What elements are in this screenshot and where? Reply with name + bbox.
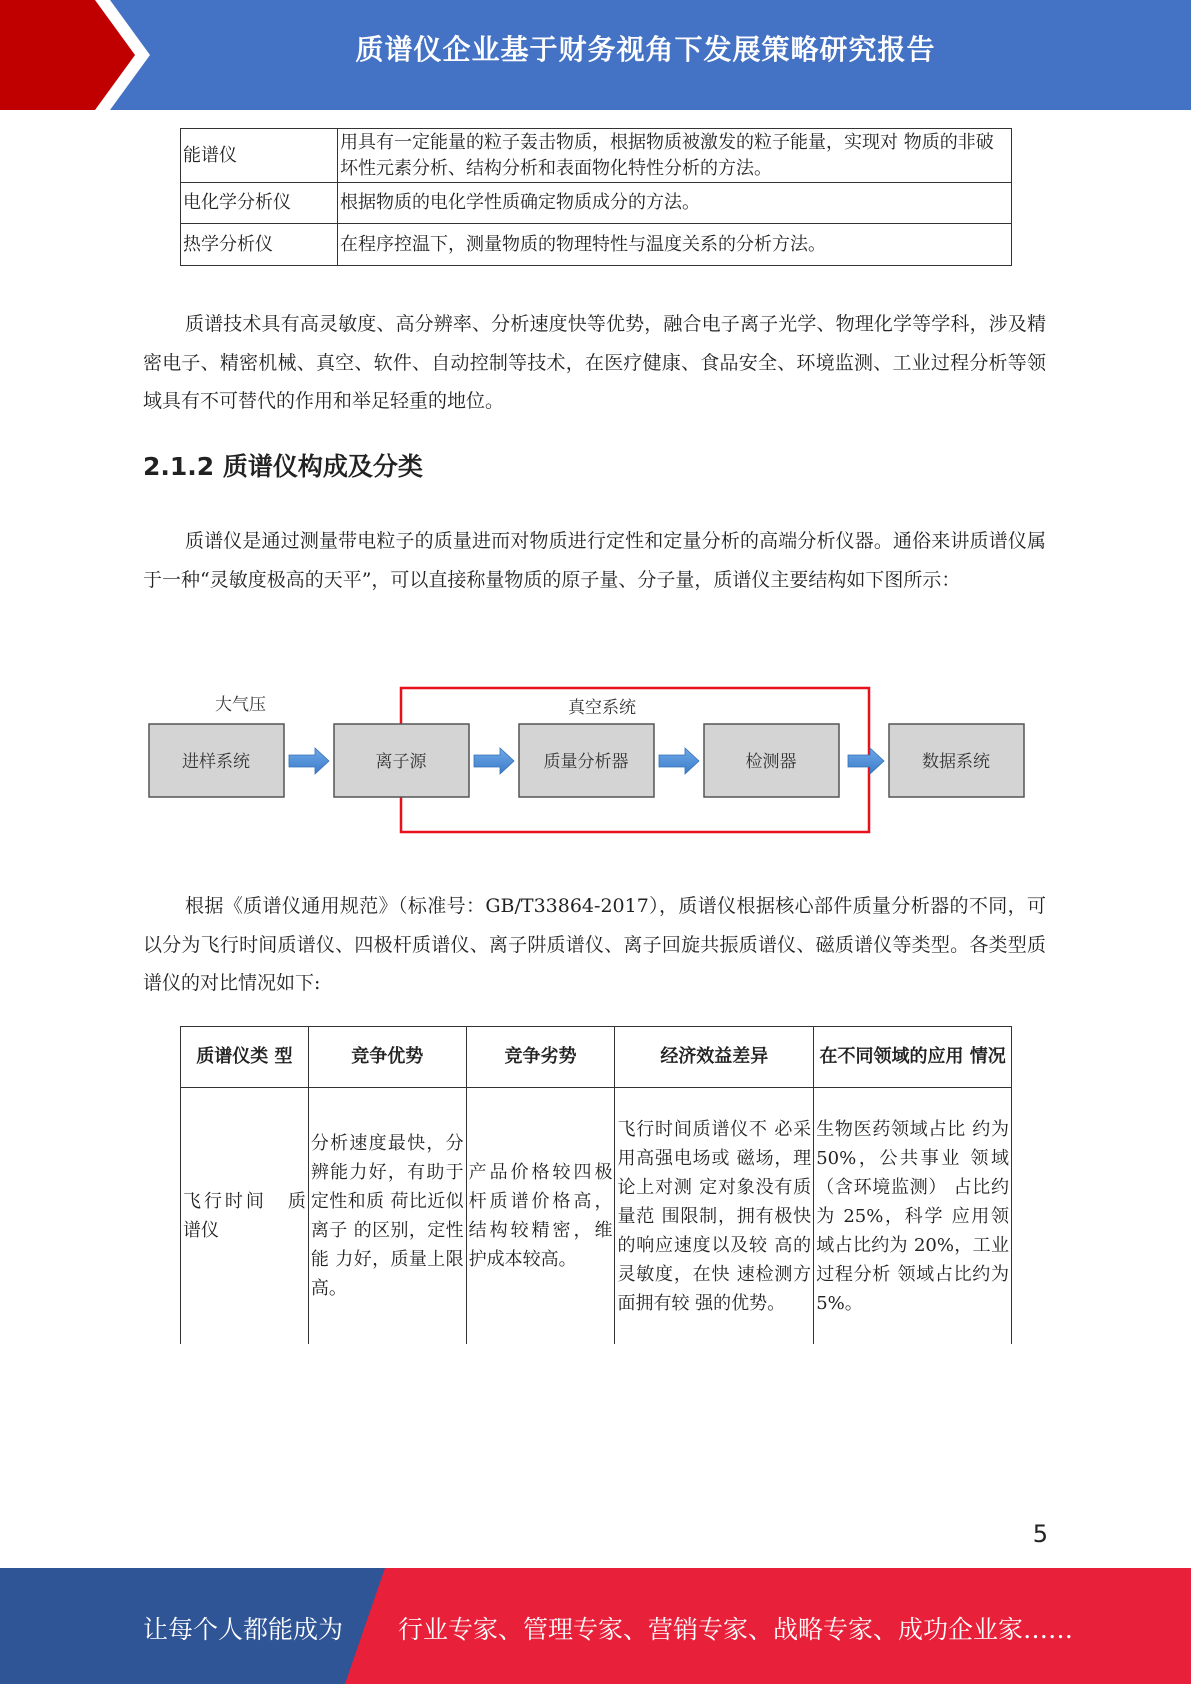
analyzer-description: 用具有一定能量的粒子轰击物质，根据物质被激发的粒子能量，实现对 物质的非破坏性元素分析、结构分析和表面物化特性分析的方法。 [338, 129, 1012, 183]
table-row [181, 1088, 1012, 1345]
diagram-box [704, 724, 839, 797]
column-header: 竞争劣势 [466, 1027, 615, 1088]
diagram-box [149, 724, 284, 797]
section-heading: 2.1.2 质谱仪构成及分类 [143, 452, 423, 481]
analyzer-description: 在程序控温下，测量物质的物理特性与温度关系的分析方法。 [338, 224, 1012, 266]
table-cell: 飞行时间 质谱仪 [181, 1088, 309, 1345]
box-label: 离子源 [375, 752, 427, 772]
analyzer-name: 电化学分析仪 [181, 183, 338, 224]
vacuum-system-label: 真空系统 [568, 698, 636, 718]
page-number: 5 [1032, 1520, 1048, 1548]
analyzer-name: 热学分析仪 [181, 224, 338, 266]
footer-slogan-right: 行业专家、管理专家、营销专家、战略专家、成功企业家…… [398, 1615, 1074, 1644]
body-paragraph: 根据《质谱仪通用规范》（标准号：GB/T33864-2017），质谱仪根据核心部件质量分析器的不同，可以分为飞行时间质谱仪、四极杆质谱仪、离子阱质谱仪、离子回旋共振质谱仪、磁质谱仪等类型。各类型质谱仪的对比情况如下: [143, 895, 1046, 994]
column-header: 在不同领域的应用 情况 [814, 1027, 1012, 1088]
body-paragraph: 质谱技术具有高灵敏度、高分辨率、分析速度快等优势，融合电子离子光学、物理化学等学科，涉及精密电子、精密机械、真空、软件、自动控制等技术，在医疗健康、食品安全、环境监测、工业过程分析等领域具有不可替代的作用和举足轻重的地位。 [143, 313, 1046, 412]
table-row [181, 183, 1012, 224]
table-cell: 产品价格较四极杆质谱价格高，结构较精密，维护成本较高。 [466, 1088, 615, 1345]
column-header: 质谱仪类 型 [181, 1027, 309, 1088]
page-footer [0, 1568, 1191, 1684]
analyzer-type-table [180, 128, 1012, 266]
spectrometer-comparison-table [180, 1026, 1012, 1344]
page-header [0, 0, 1191, 110]
flow-arrow-icon [659, 748, 699, 774]
flow-arrow-icon [474, 748, 514, 774]
table-cell: 分析速度最快，分辨能力好，有助于定性和质 荷比近似离子 的区别，定性能 力好，质量上限 高。 [308, 1088, 466, 1345]
diagram-box [519, 724, 654, 797]
column-header: 经济效益差异 [615, 1027, 814, 1088]
diagram-box [334, 724, 469, 797]
box-label: 进样系统 [182, 752, 250, 772]
footer-slogan-left: 让每个人都能成为 [143, 1615, 344, 1644]
table-row [181, 224, 1012, 266]
box-label: 质量分析器 [543, 752, 629, 772]
analyzer-description: 根据物质的电化学性质确定物质成分的方法。 [338, 183, 1012, 224]
table-header-row [181, 1027, 1012, 1088]
body-paragraph: 质谱仪是通过测量带电粒子的质量进而对物质进行定性和定量分析的高端分析仪器。通俗来讲质谱仪属于一种“灵敏度极高的天平”，可以直接称量物质的原子量、分子量，质谱仪主要结构如下图所示： [143, 530, 1046, 591]
table-cell: 飞行时间质谱仪不 必采用高强电场或 磁场，理论上对测 定对象没有质量范 围限制，拥有极快 的响应速度以及较 高的灵敏度，在快 速检测方面拥有较 强的优势。 [615, 1088, 814, 1345]
report-title: 质谱仪企业基于财务视角下发展策略研究报告 [355, 33, 936, 66]
table-cell: 生物医药领域占比 约为 50%，公共事业 领域（含环境监测） 占比约为 25%，科学 应用领域占比约为 20%，工业过程分析 领域占比约为 5%。 [814, 1088, 1012, 1345]
mass-spectrometer-structure-diagram [143, 680, 1033, 840]
column-header: 竞争优势 [308, 1027, 466, 1088]
flow-arrow-icon [848, 748, 884, 774]
box-label: 检测器 [745, 752, 797, 772]
analyzer-name: 能谱仪 [181, 129, 338, 183]
table-row [181, 129, 1012, 183]
box-label: 数据系统 [922, 752, 990, 772]
diagram-box [889, 724, 1024, 797]
flow-arrow-icon [289, 748, 329, 774]
atmospheric-pressure-label: 大气压 [215, 695, 266, 715]
